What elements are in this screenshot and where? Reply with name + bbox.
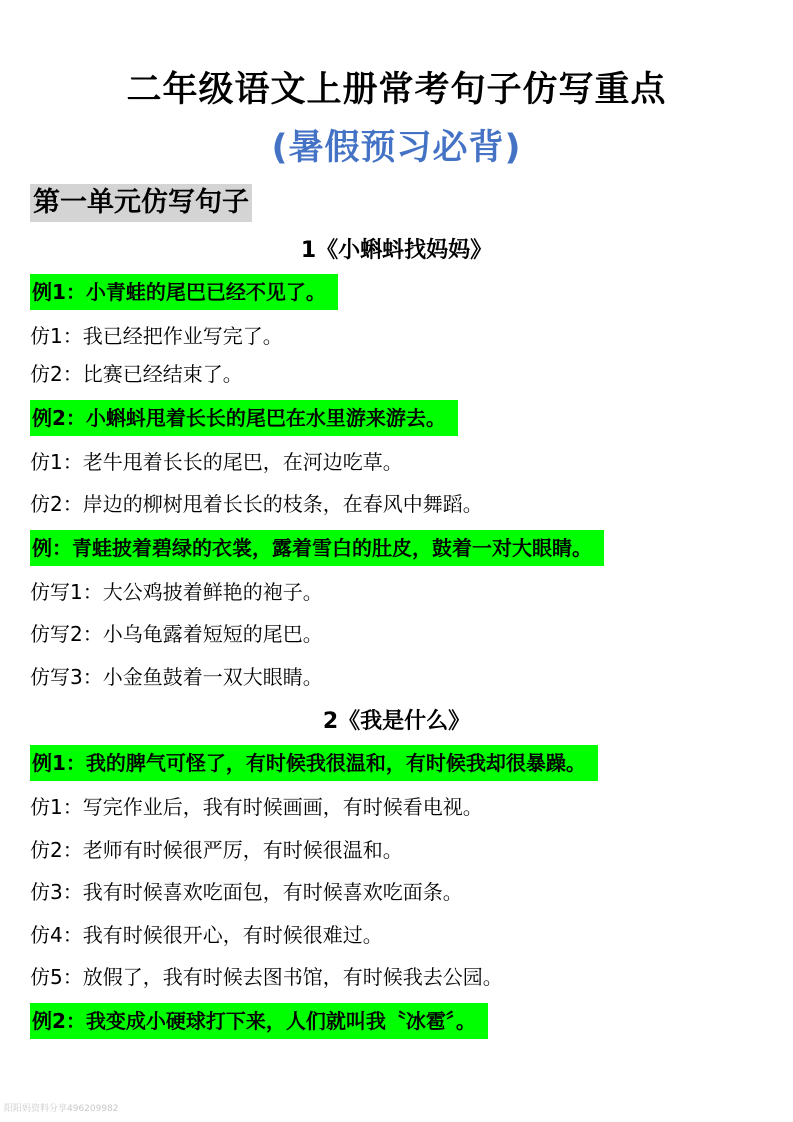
imitation-sentence: 仿写2：小乌龟露着短短的尾巴。 [30,622,323,646]
imitation-sentence: 仿1：写完作业后，我有时候画画，有时候看电视。 [30,795,483,819]
imitation-sentence: 仿2：岸边的柳树甩着长长的枝条，在春风中舞蹈。 [30,492,483,516]
page-title: 二年级语文上册常考句子仿写重点 [126,70,667,110]
lesson-heading: 1《小蝌蚪找妈妈》 [300,238,493,263]
imitation-sentence: 仿写3：小金鱼鼓着一双大眼睛。 [30,665,323,689]
example-sentence: 例2：小蝌蚪甩着长长的尾巴在水里游来游去。 [30,400,458,436]
imitation-sentence: 仿2：老师有时候很严厉，有时候很温和。 [30,838,403,862]
example-sentence: 例1：我的脾气可怪了，有时候我很温和，有时候我却很暴躁。 [30,745,598,781]
unit-heading: 第一单元仿写句子 [30,184,252,222]
imitation-sentence: 仿3：我有时候喜欢吃面包，有时候喜欢吃面条。 [30,880,463,904]
imitation-sentence: 仿1：我已经把作业写完了。 [30,324,283,348]
imitation-sentence: 仿4：我有时候很开心，有时候很难过。 [30,923,383,947]
example-sentence: 例1：小青蛙的尾巴已经不见了。 [30,274,338,310]
page-subtitle: (暑假预习必背) [271,128,522,168]
imitation-sentence: 仿1：老牛甩着长长的尾巴，在河边吃草。 [30,450,403,474]
watermark: 阳阳妈资料分享496209982 [4,1104,119,1114]
example-sentence: 例：青蛙披着碧绿的衣裳，露着雪白的肚皮，鼓着一对大眼睛。 [30,530,604,566]
example-sentence: 例2：我变成小硬球打下来，人们就叫我〝冰雹〞。 [30,1003,488,1039]
imitation-sentence: 仿5：放假了，我有时候去图书馆，有时候我去公园。 [30,965,503,989]
imitation-sentence: 仿写1：大公鸡披着鲜艳的袍子。 [30,580,323,604]
lesson-heading: 2《我是什么》 [322,709,471,734]
imitation-sentence: 仿2：比赛已经结束了。 [30,362,243,386]
